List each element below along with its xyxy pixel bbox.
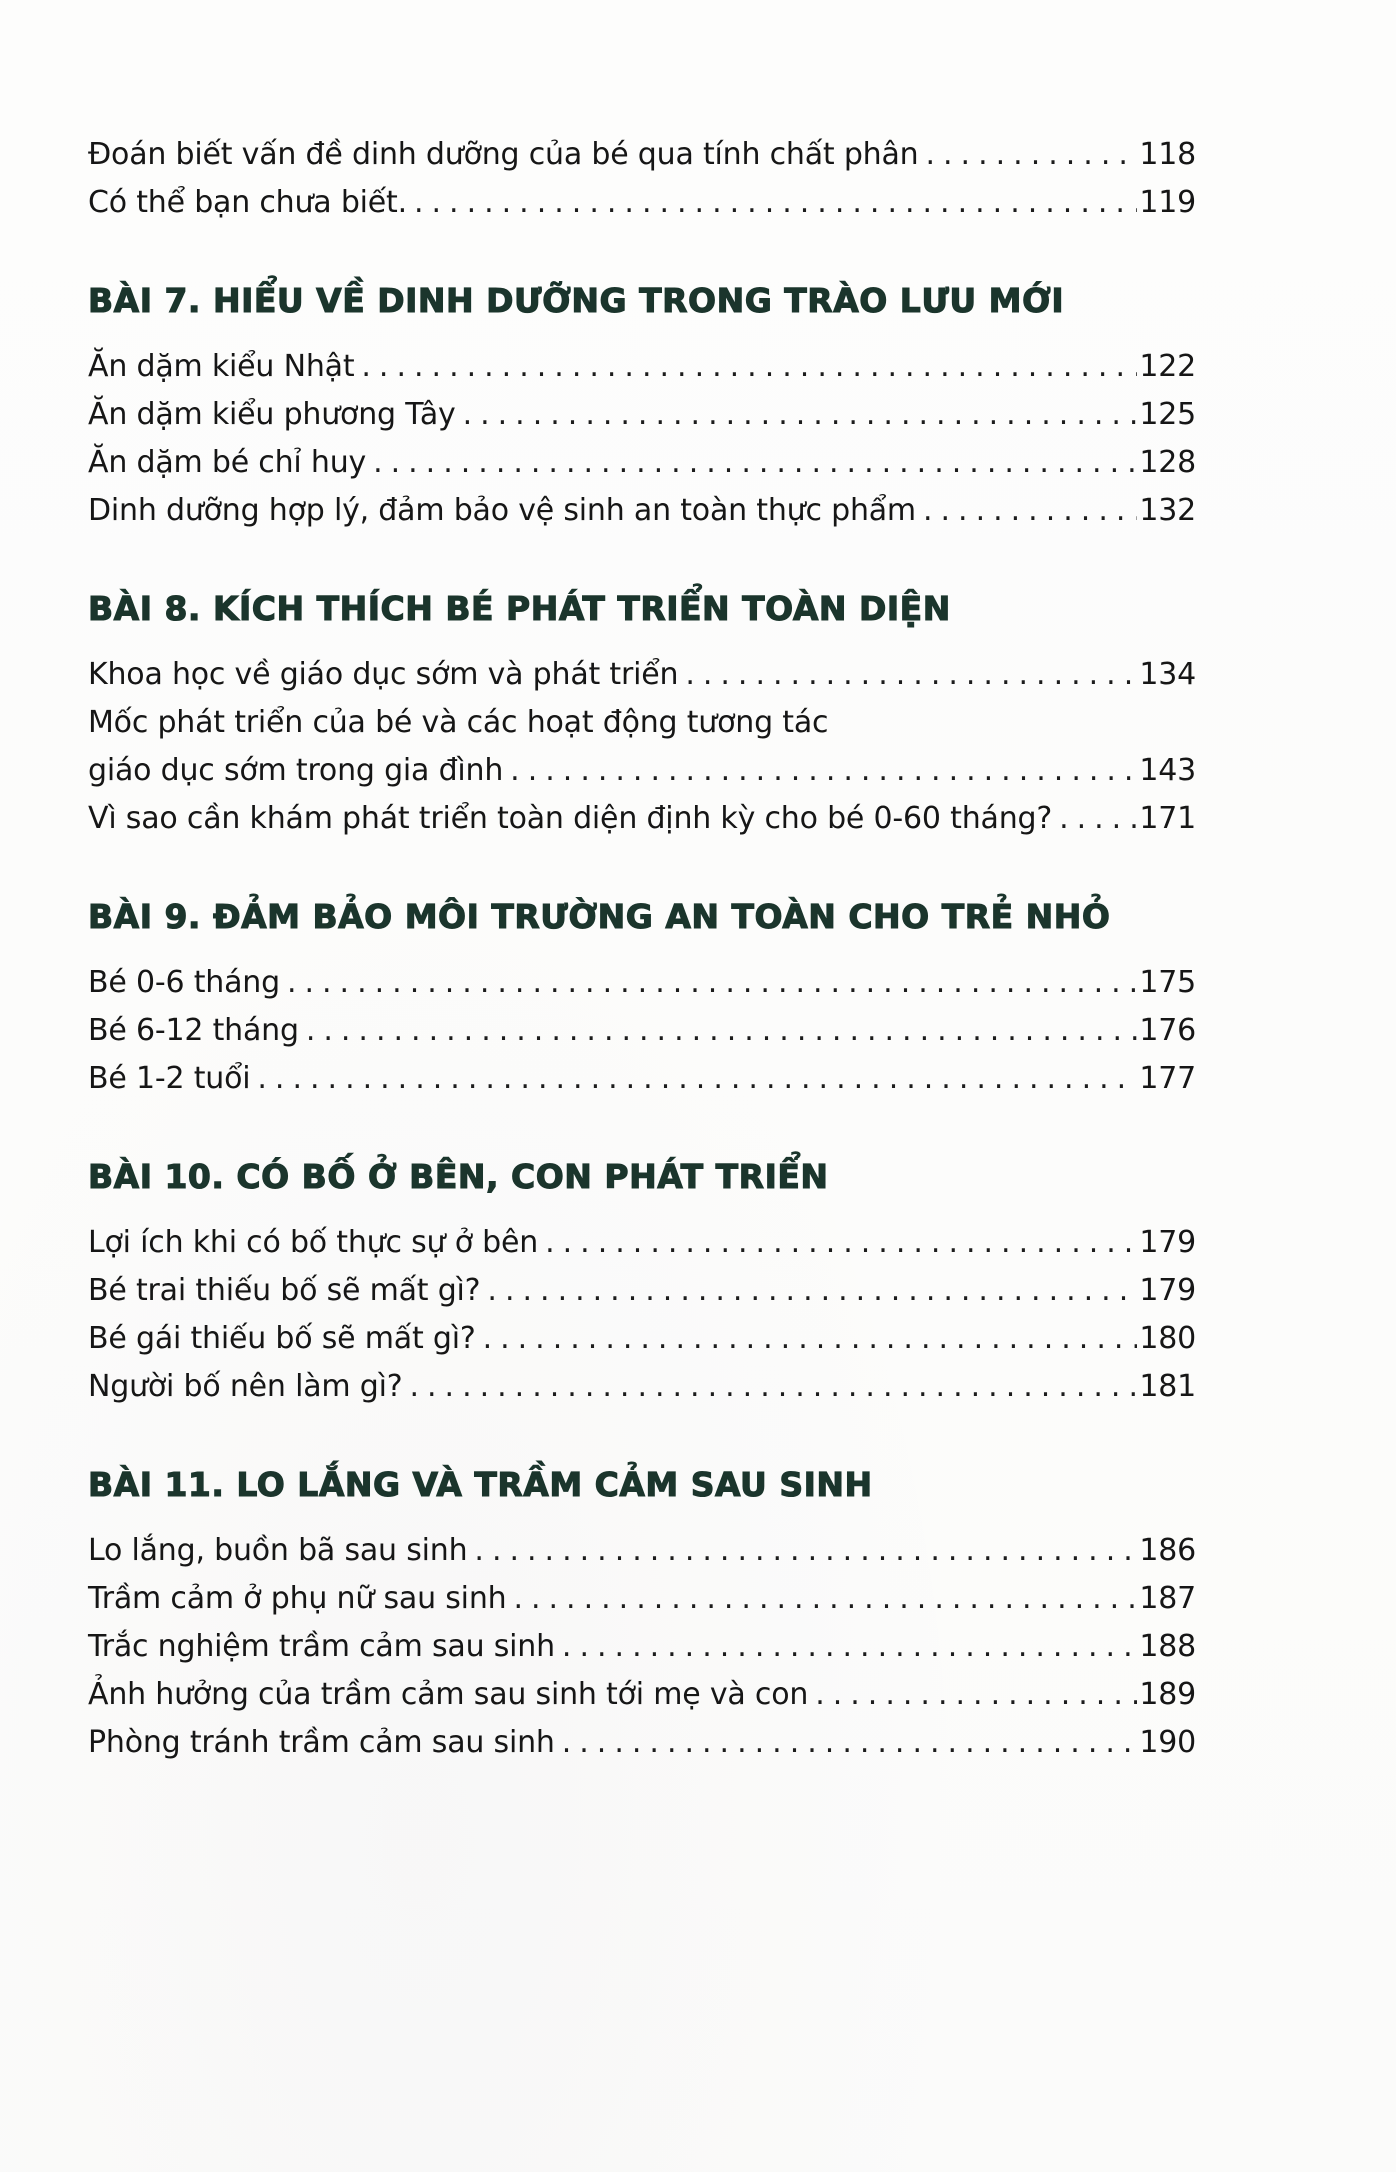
- toc-entry-page: 179: [1139, 1273, 1196, 1308]
- section-heading: BÀI 7. HIỂU VỀ DINH DƯỠNG TRONG TRÀO LƯU MỚI: [88, 281, 1065, 320]
- toc-entry-title: Bé 6-12 tháng: [88, 1013, 299, 1048]
- toc-entry-title: Bé gái thiếu bố sẽ mất gì?: [88, 1321, 476, 1356]
- toc-entry: [88, 131, 1196, 179]
- toc-entry: [88, 1363, 1196, 1411]
- toc-leader-dots: [373, 439, 1137, 487]
- toc-leader-dots: [361, 343, 1137, 391]
- toc-entry-title: Vì sao cần khám phát triển toàn diện định kỳ cho bé 0-60 tháng?: [88, 801, 1053, 836]
- toc-entry: [88, 1219, 1196, 1267]
- toc-entry-title: giáo dục sớm trong gia đình: [88, 753, 504, 788]
- toc-entry-page: 186: [1139, 1533, 1196, 1568]
- section-heading: BÀI 8. KÍCH THÍCH BÉ PHÁT TRIỂN TOÀN DIỆN: [88, 589, 951, 628]
- toc-entry: [88, 1007, 1196, 1055]
- toc-entry-page: 187: [1139, 1581, 1196, 1616]
- toc-entry-title: Mốc phát triển của bé và các hoạt động tương tác: [88, 705, 829, 740]
- toc-entry-page: 181: [1139, 1369, 1196, 1404]
- toc-leader-dots: [257, 1055, 1137, 1103]
- toc-entry-page: 188: [1139, 1629, 1196, 1664]
- toc-leader-dots: [483, 1315, 1138, 1363]
- toc-entry: [88, 1623, 1196, 1671]
- toc-entry-title: Ăn dặm kiểu Nhật: [88, 349, 355, 384]
- toc-entry-page: 171: [1139, 801, 1196, 836]
- toc-entry: [88, 439, 1196, 487]
- toc-entry-page: 177: [1139, 1061, 1196, 1096]
- toc-entry: [88, 343, 1196, 391]
- toc-leader-dots: [287, 959, 1137, 1007]
- toc-entry: [88, 959, 1196, 1007]
- toc-leader-dots: [409, 1363, 1137, 1411]
- toc-leader-dots: [474, 1527, 1137, 1575]
- toc-entry-title: Lo lắng, buồn bã sau sinh: [88, 1533, 468, 1568]
- toc-entry-title: Ăn dặm bé chỉ huy: [88, 445, 367, 480]
- toc-entry-title: Có thể bạn chưa biết.: [88, 185, 407, 220]
- toc-entry-page: 122: [1139, 349, 1196, 384]
- toc-entry: [88, 391, 1196, 439]
- toc-leader-dots: [513, 1575, 1137, 1623]
- toc-leader-dots: [414, 179, 1137, 227]
- toc-leader-dots: [463, 391, 1138, 439]
- toc-entry: [88, 747, 1196, 795]
- toc-entry: [88, 651, 1196, 699]
- toc-leader-dots: [510, 747, 1137, 795]
- toc-entry-title: Dinh dưỡng hợp lý, đảm bảo vệ sinh an toàn thực phẩm: [88, 493, 916, 528]
- toc-entry: [88, 1671, 1196, 1719]
- toc-entry-title: Bé 0-6 tháng: [88, 965, 280, 1000]
- toc-leader-dots: [562, 1719, 1138, 1767]
- toc-entry: [88, 1575, 1196, 1623]
- toc-entry: [88, 1055, 1196, 1103]
- toc-entry-title: Ảnh hưởng của trầm cảm sau sinh tới mẹ và con: [88, 1677, 809, 1712]
- toc-entry-title: Trắc nghiệm trầm cảm sau sinh: [88, 1629, 555, 1664]
- toc-entry: [88, 487, 1196, 535]
- toc-entry-page: 175: [1139, 965, 1196, 1000]
- toc-entry-title: Ăn dặm kiểu phương Tây: [88, 397, 456, 432]
- section-heading: BÀI 9. ĐẢM BẢO MÔI TRƯỜNG AN TOÀN CHO TRẺ NHỎ: [88, 897, 1111, 936]
- toc-leader-dots: [306, 1007, 1138, 1055]
- section-heading: BÀI 10. CÓ BỐ Ở BÊN, CON PHÁT TRIỂN: [88, 1157, 829, 1196]
- toc-entry-page: 119: [1139, 185, 1196, 220]
- toc-entry-page: 176: [1139, 1013, 1196, 1048]
- toc-leader-dots: [815, 1671, 1137, 1719]
- toc-entry-page: 179: [1139, 1225, 1196, 1260]
- toc-leader-dots: [487, 1267, 1137, 1315]
- toc-entry-title: Người bố nên làm gì?: [88, 1369, 403, 1404]
- toc-entry-page: 132: [1139, 493, 1196, 528]
- toc-entry-title: Lợi ích khi có bố thực sự ở bên: [88, 1225, 539, 1260]
- toc-entry-title: Trầm cảm ở phụ nữ sau sinh: [88, 1581, 507, 1616]
- toc-entry-page: 118: [1139, 137, 1196, 172]
- toc-entry-title: Đoán biết vấn đề dinh dưỡng của bé qua tính chất phân: [88, 137, 919, 172]
- toc-entry: [88, 699, 1196, 747]
- toc-entry-page: 125: [1139, 397, 1196, 432]
- toc-entry-page: 180: [1139, 1321, 1196, 1356]
- toc-entry-page: 189: [1139, 1677, 1196, 1712]
- toc-entry-page: 134: [1139, 657, 1196, 692]
- toc-leader-dots: [562, 1623, 1137, 1671]
- toc-entry: [88, 1527, 1196, 1575]
- toc-entry-title: Khoa học về giáo dục sớm và phát triển: [88, 657, 679, 692]
- toc-entry-page: 190: [1139, 1725, 1196, 1760]
- toc-entry-page: 128: [1139, 445, 1196, 480]
- toc-entry: [88, 795, 1196, 843]
- toc-leader-dots: [925, 131, 1137, 179]
- toc-leader-dots: [1059, 795, 1137, 843]
- section-heading: BÀI 11. LO LẮNG VÀ TRẦM CẢM SAU SINH: [88, 1465, 873, 1504]
- toc-entry-title: Phòng tránh trầm cảm sau sinh: [88, 1725, 555, 1760]
- toc-entry: [88, 1267, 1196, 1315]
- toc-entry: [88, 179, 1196, 227]
- toc-leader-dots: [685, 651, 1137, 699]
- toc: [88, 131, 1196, 1767]
- toc-leader-dots: [923, 487, 1137, 535]
- toc-entry-page: 143: [1139, 753, 1196, 788]
- toc-entry: [88, 1315, 1196, 1363]
- toc-entry-title: Bé trai thiếu bố sẽ mất gì?: [88, 1273, 481, 1308]
- toc-entry-title: Bé 1-2 tuổi: [88, 1061, 251, 1096]
- toc-leader-dots: [545, 1219, 1137, 1267]
- toc-entry: [88, 1719, 1196, 1767]
